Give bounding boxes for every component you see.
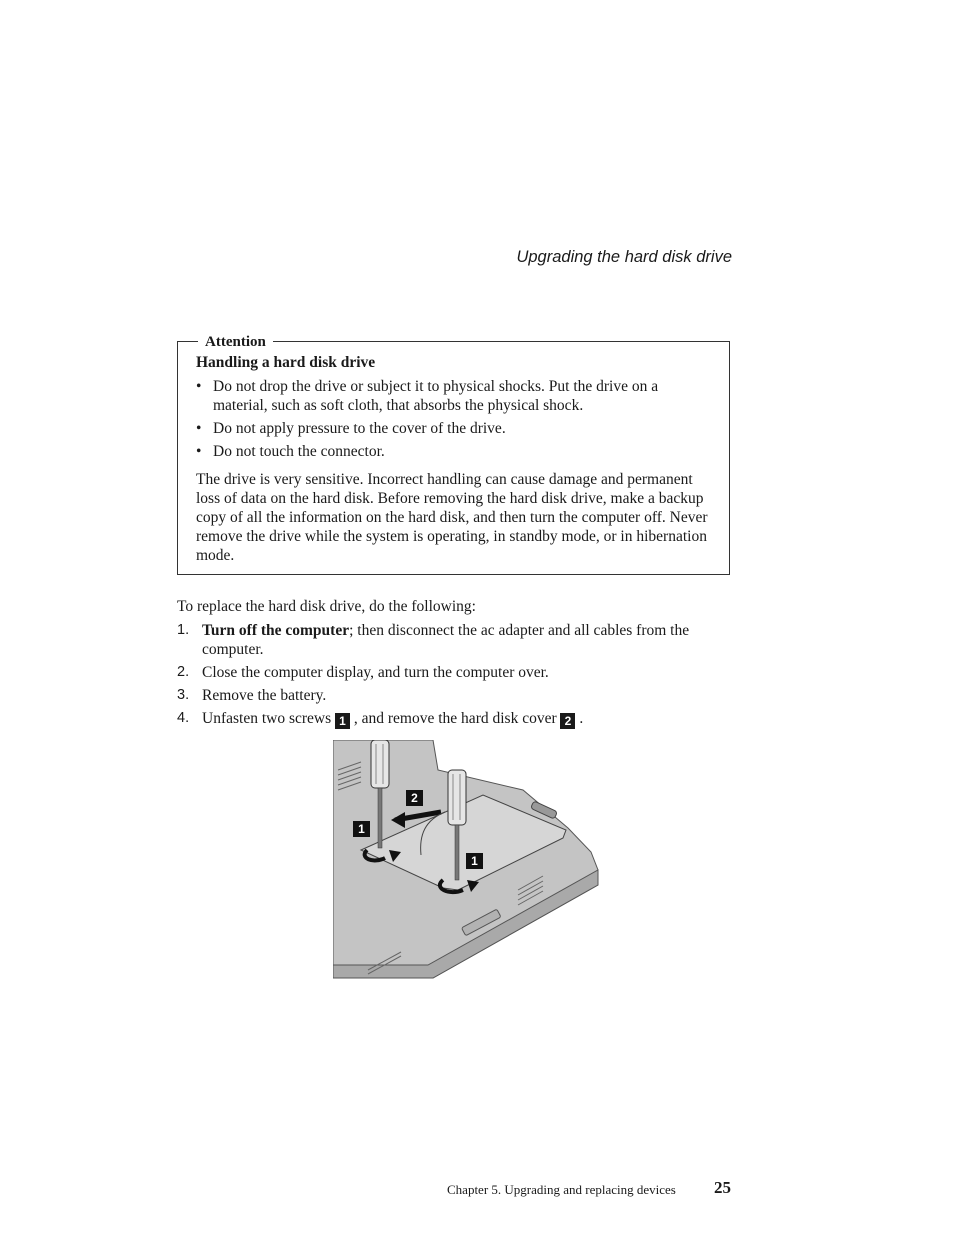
step-item: 3. Remove the battery.	[177, 687, 327, 704]
list-item: • Do not apply pressure to the cover of the drive.	[196, 420, 506, 437]
step-item: 2. Close the computer display, and turn the computer over.	[177, 664, 549, 681]
figure-callout-2: 2	[411, 791, 418, 805]
step-item: 1. Turn off the computer; then disconnect the ac adapter and all cables from the computer.	[177, 622, 690, 658]
step-number: 1.	[177, 622, 190, 638]
step-emphasis: Turn off the computer	[202, 622, 350, 639]
list-item: • Do not touch the connector.	[196, 443, 385, 460]
figure-callout-1: 1	[471, 854, 478, 868]
attention-paragraph: The drive is very sensitive. Incorrect handling can cause damage and permanent loss of data on the hard disk. Before removing the hard disk drive, make a backup copy of all the information on the hard disk, and then turn the computer off. Never remove the drive while the system is operating, in standby mode, or in hibernation mode.	[196, 471, 708, 564]
callout-badge: 1	[335, 713, 350, 729]
attention-label: Attention	[198, 334, 273, 350]
list-item: • Do not drop the drive or subject it to physical shocks. Put the drive on a material, such as soft cloth, that absorbs the physical shock.	[196, 378, 659, 414]
running-head-title: Upgrading the hard disk drive	[516, 248, 732, 266]
callout-badge: 2	[560, 713, 575, 729]
procedure-steps	[177, 621, 730, 733]
step-number: 4.	[177, 710, 190, 726]
attention-heading: Handling a hard disk drive	[196, 354, 376, 371]
step-item: 4. Unfasten two screws 1 , and remove the hard disk cover 2 .	[177, 710, 584, 728]
attention-box	[177, 334, 730, 575]
step-number: 2.	[177, 664, 190, 680]
hard-disk-removal-illustration	[333, 740, 600, 980]
procedure-intro: To replace the hard disk drive, do the following:	[177, 598, 476, 615]
footer-chapter: Chapter 5. Upgrading and replacing devices	[447, 1182, 676, 1197]
page-number: 25	[714, 1178, 731, 1197]
attention-bullet-list	[196, 377, 715, 461]
attention-content	[196, 353, 715, 565]
step-number: 3.	[177, 687, 190, 703]
figure-callout-1: 1	[358, 822, 365, 836]
